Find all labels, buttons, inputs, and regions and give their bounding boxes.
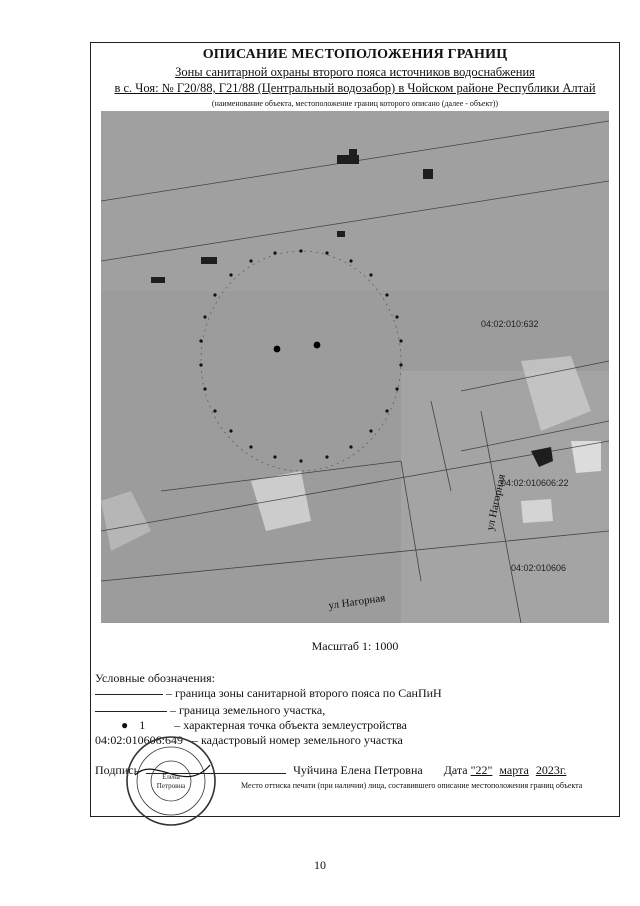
legend-point-number: 1 <box>139 718 146 732</box>
date-label: Дата <box>443 763 468 777</box>
legend-item-parcel <box>95 703 325 718</box>
map-scale: Масштаб 1: 1000 <box>311 639 399 653</box>
boundary-map <box>101 111 609 623</box>
document-title: ОПИСАНИЕ МЕСТОПОЛОЖЕНИЯ ГРАНИЦ <box>202 47 508 62</box>
map-drawing <box>101 111 609 623</box>
svg-text:Елена: Елена <box>162 773 180 781</box>
well-point <box>314 342 321 349</box>
legend-item-point <box>121 718 407 733</box>
seal-stamp <box>125 735 217 827</box>
svg-text:Петровна: Петровна <box>156 782 186 790</box>
legend-parcel-text: – граница земельного участка, <box>170 703 326 717</box>
cadastral-label: 04:02:010606 <box>511 563 567 573</box>
stamp-note: Место оттиска печати (при наличии) лица, составившего описание местоположения границ объекта <box>241 781 583 790</box>
date-day: "22" <box>470 763 493 777</box>
legend-point-text: – характерная точка объекта землеустройства <box>174 718 407 732</box>
point-symbol-icon: ● <box>121 718 129 732</box>
well-point <box>274 346 281 353</box>
legend-item-zone <box>95 686 442 701</box>
date-month: марта <box>499 763 529 777</box>
legend-cadastral-text: – кадастровый номер земельного участка <box>192 733 403 747</box>
street-label: ул Нагорная <box>327 592 387 612</box>
cadastral-label: 04:02:010606:22 <box>501 478 569 488</box>
zone-line-symbol <box>95 694 163 695</box>
legend-zone-text: – граница зоны санитарной второго пояса по СанПиН <box>166 686 442 700</box>
signer-name: Чуйчина Елена Петровна <box>293 763 423 777</box>
date-year: 2023г. <box>535 763 567 777</box>
street-label: ул Нагорная <box>484 473 508 532</box>
object-name: Зоны санитарной охраны второго пояса источников водоснабжения <box>175 65 535 79</box>
object-location: в с. Чоя: № Г20/88, Г21/88 (Центральный водозабор) в Чойском районе Республики Алтай <box>114 81 596 95</box>
document-frame <box>90 42 620 817</box>
signature-label: Подпись <box>95 763 140 777</box>
legend-cadastral-example: 04:02:010606:649 <box>95 733 184 747</box>
parcel-line-symbol <box>95 711 167 712</box>
page-number: 10 <box>314 858 326 872</box>
cadastral-label: 04:02:010:632 <box>481 319 539 329</box>
object-caption: (наименование объекта, местоположение границ которого описано (далее - объект)) <box>211 99 499 108</box>
legend-title: Условные обозначения: <box>95 671 216 685</box>
